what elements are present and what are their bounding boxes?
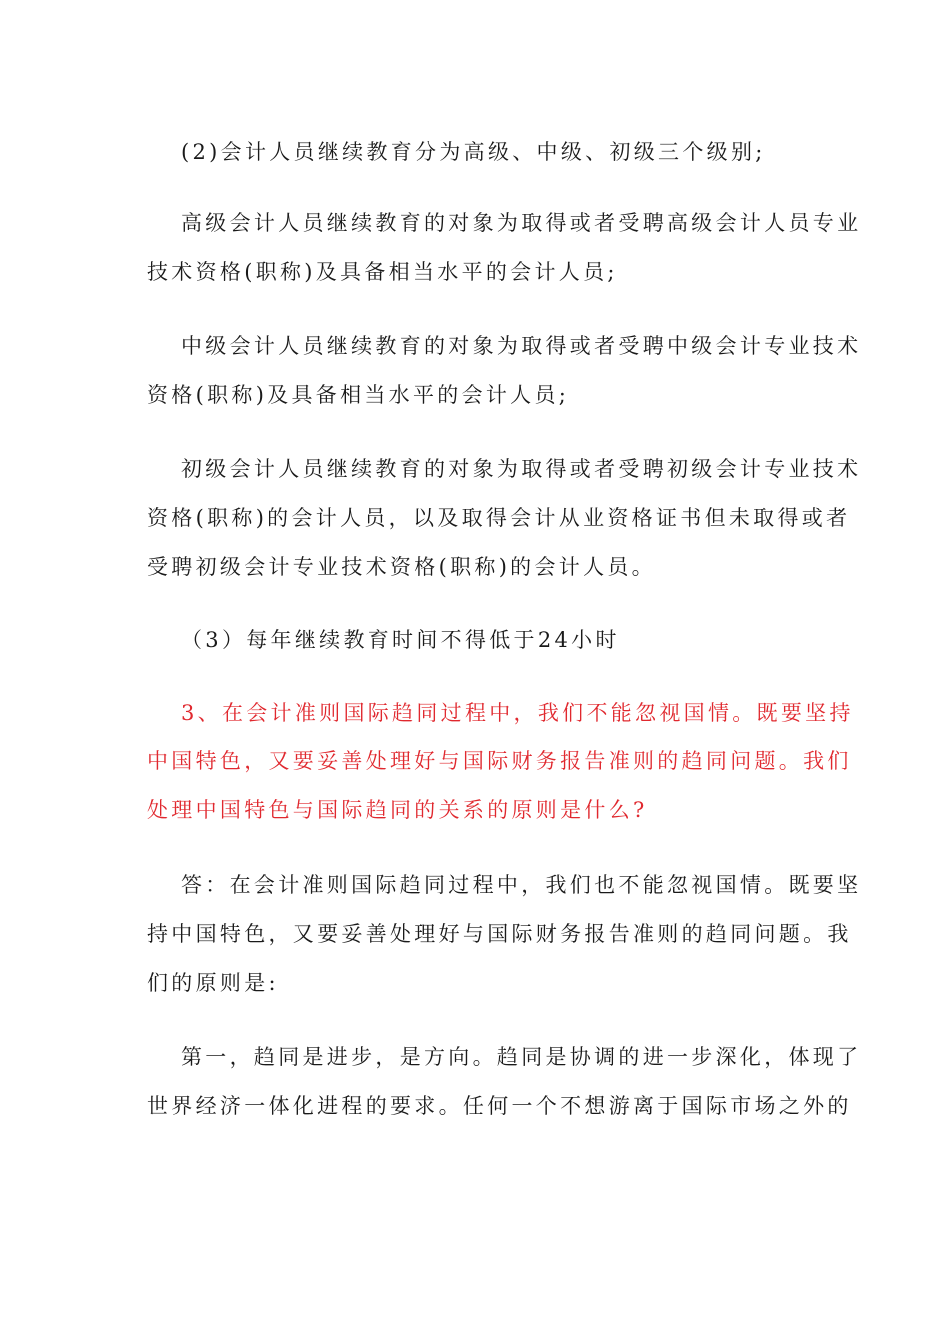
junior-paragraph-line-3: 受聘初级会计专业技术资格(职称)的会计人员。 [147,555,656,579]
level-division-line-1: (2)会计人员继续教育分为高级、中级、初级三个级别; [181,140,766,164]
hours-paragraph-line-1: （3）每年继续教育时间不得低于24小时 [181,628,620,652]
senior-paragraph-line-1: 高级会计人员继续教育的对象为取得或者受聘高级会计人员专业 [181,211,862,235]
intermediate-paragraph-line-2: 资格(职称)及具备相当水平的会计人员; [147,383,570,407]
answer-3-line-1: 答：在会计准则国际趋同过程中，我们也不能忽视国情。既要坚 [181,873,862,897]
question-3-line-1: 3、在会计准则国际趋同过程中，我们不能忽视国情。既要坚持 [181,701,854,725]
senior-paragraph-line-2: 技术资格(职称)及具备相当水平的会计人员; [147,260,618,284]
answer-3-line-2: 持中国特色，又要妥善处理好与国际财务报告准则的趋同问题。我 [147,922,852,946]
junior-paragraph-line-2: 资格(职称)的会计人员，以及取得会计从业资格证书但未取得或者 [147,506,851,530]
principle-1-line-2: 世界经济一体化进程的要求。任何一个不想游离于国际市场之外的 [147,1094,852,1118]
question-3-line-3: 处理中国特色与国际趋同的关系的原则是什么? [147,798,648,822]
answer-3-line-3: 们的原则是: [147,971,279,995]
question-3-line-2: 中国特色，又要妥善处理好与国际财务报告准则的趋同问题。我们 [147,749,852,773]
junior-paragraph-line-1: 初级会计人员继续教育的对象为取得或者受聘初级会计专业技术 [181,457,862,481]
principle-1-line-1: 第一，趋同是进步，是方向。趋同是协调的进一步深化，体现了 [181,1045,862,1069]
intermediate-paragraph-line-1: 中级会计人员继续教育的对象为取得或者受聘中级会计专业技术 [181,334,862,358]
